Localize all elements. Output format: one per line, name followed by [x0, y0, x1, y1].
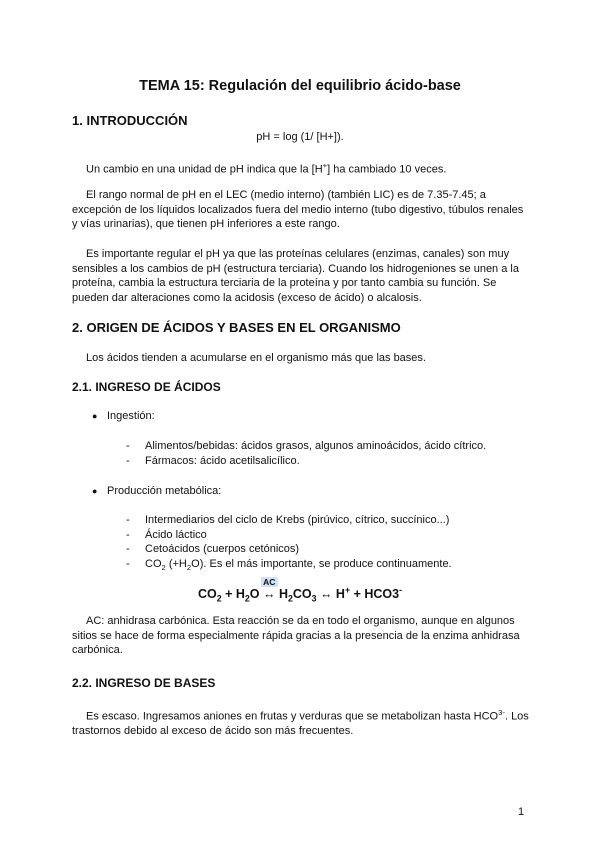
list-dash: -	[126, 514, 130, 526]
enzyme-label-ac: AC	[263, 577, 276, 588]
list-item: Intermediarios del ciclo de Krebs (pirúvico, cítrico, succínico...)	[145, 514, 450, 526]
eq-part: CO	[292, 587, 312, 602]
list-dash: -	[126, 558, 130, 570]
list-item: Fármacos: ácido acetilsalicílico.	[145, 455, 300, 467]
eq-part: H	[275, 587, 288, 602]
paragraph-bases	[72, 706, 530, 739]
paragraph-ph-unit	[72, 159, 530, 177]
paragraph-anhidrasa: AC: anhidrasa carbónica. Esta reacción se da en todo el organismo, aunque en algunos sitios se hace de forma especialmente rápida gracias a la presencia de la enzima anhidrasa carbónica.	[72, 615, 520, 656]
page-number: 1	[518, 806, 525, 818]
bullet-produccion: Producción metabólica:	[107, 485, 222, 497]
enzyme-arrow	[262, 577, 276, 602]
list-item-co2	[145, 557, 452, 576]
eq-sub: 2	[216, 593, 222, 604]
carbonic-equation	[0, 577, 600, 604]
list-dash: -	[126, 529, 130, 541]
eq-sup: +	[344, 585, 351, 595]
section-heading-ingreso-acidos: 2.1. INGRESO DE ÁCIDOS	[72, 380, 221, 394]
ph-formula: pH = log (1/ [H+]).	[256, 131, 344, 143]
eq-sub: 2	[287, 593, 293, 604]
arrow-symbol: ↔	[262, 587, 276, 602]
page-title: TEMA 15: Regulación del equilibrio ácido-base	[139, 78, 461, 94]
paragraph-ph-range: El rango normal de pH en el LEC (medio interno) (también LIC) es de 7.35-7.45; a excepción de los líquidos localizados fuera del medio interno (tubo digestivo, túbulos renales y vías urinarias), que tienen pH inferiores a este rango.	[72, 189, 524, 230]
text-span: CO	[145, 558, 162, 570]
paragraph-ph-regulation: Es importante regular el pH ya que las proteínas celulares (enzimas, canales) son muy sensibles a los cambios de pH (estructura terciaria). Cuando los hidrogeniones se unen a la proteína, cambia la estructura terciaria de la proteína y por tanto cambia su función. Se pueden dar alteraciones como la acidosis (exceso de ácido) o alcalosis.	[72, 248, 519, 304]
text-span: ] ha cambiado 10 veces.	[327, 163, 447, 176]
superscript: +	[322, 161, 328, 170]
eq-part: CO	[198, 587, 217, 602]
section-heading-introduccion: 1. INTRODUCCIÓN	[72, 113, 188, 128]
text-span: O). Es el más importante, se produce continuamente.	[191, 558, 452, 570]
paragraph-acid-accumulation: Los ácidos tienden a acumularse en el organismo más que las bases.	[86, 352, 426, 364]
section-heading-ingreso-bases: 2.2. INGRESO DE BASES	[72, 676, 216, 690]
list-item: Cetoácidos (cuerpos cetónicos)	[145, 543, 300, 555]
list-dash: -	[126, 440, 130, 452]
eq-part: + H	[221, 587, 245, 602]
superscript: 3-	[498, 708, 505, 717]
bullet-ingestion: Ingestión:	[107, 410, 155, 422]
eq-part: + HCO3	[350, 587, 400, 602]
eq-sub: 3	[311, 593, 317, 604]
eq-sub: 2	[244, 593, 250, 604]
text-span: Es escaso. Ingresamos aniones en frutas y verduras que se metabolizan hasta HCO	[86, 710, 499, 723]
eq-part: ↔ H	[316, 587, 345, 602]
eq-sup: -	[399, 585, 402, 595]
list-dash: -	[126, 455, 130, 467]
bullet-dot: ●	[92, 411, 98, 421]
list-dash: -	[126, 543, 130, 555]
text-span: Un cambio en una unidad de pH indica que la [H	[86, 163, 323, 176]
section-heading-origen: 2. ORIGEN DE ÁCIDOS Y BASES EN EL ORGANISMO	[72, 320, 401, 335]
list-item: Ácido láctico	[145, 529, 207, 541]
subscript: 2	[161, 563, 166, 573]
list-item: Alimentos/bebidas: ácidos grasos, algunos aminoácidos, ácido cítrico.	[145, 440, 487, 452]
text-span: . Los trastornos debido al exceso de ácido son más frecuentes.	[72, 710, 529, 738]
text-span: (+H	[165, 558, 187, 570]
subscript: 2	[186, 563, 192, 573]
bullet-dot: ●	[92, 486, 98, 496]
eq-part: O	[249, 587, 263, 602]
